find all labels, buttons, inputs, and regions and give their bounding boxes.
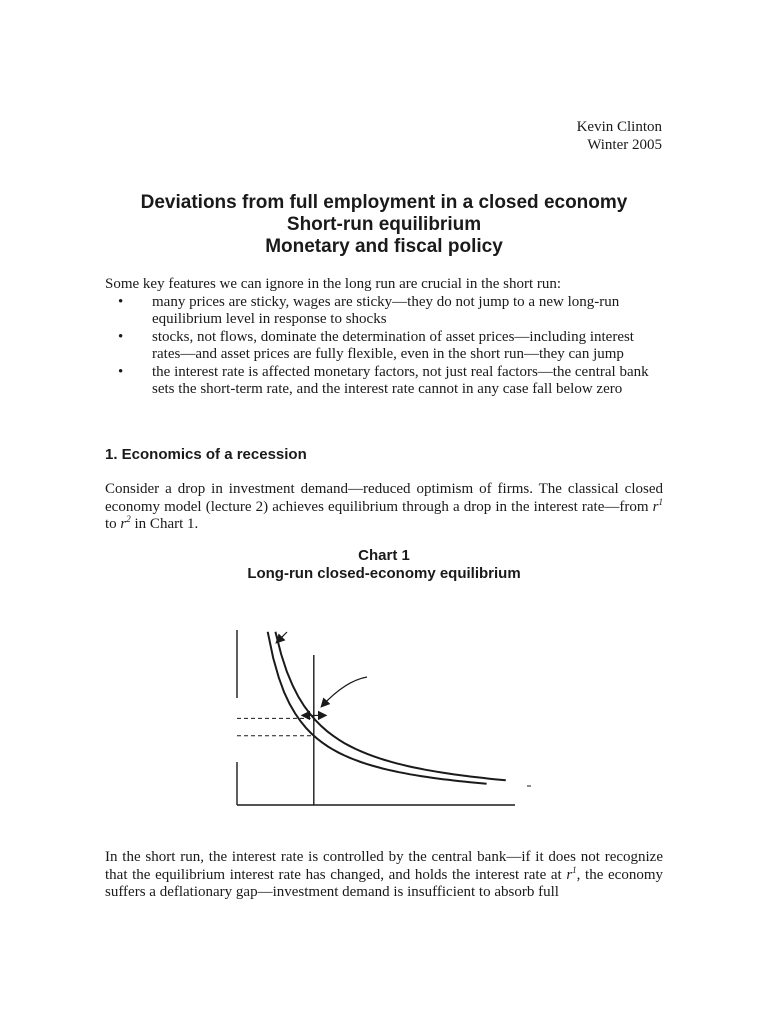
chart-title: Chart 1 [358,547,410,564]
list-item: • stocks, not flows, dominate the determination of asset prices—including interest rates—and asset prices are fully flexible, even in the short run—they can jump [118,328,634,362]
paragraph-short-run: In the short run, the interest rate is controlled by the central bank—if it does not recognize that the equilibrium interest rate has changed, and holds the interest rate at $r^1$, the economy suffers a deflationary gap—investment demand is insufficient to absorb full [105,849,663,900]
section-heading: 1. Economics of a recession [105,446,307,463]
intro-lead: Some key features we can ignore in the long run are crucial in the short run: [105,276,562,292]
author-block [577,118,662,154]
title-line-3: Monetary and fiscal policy [265,236,503,257]
term: Winter 2005 [587,137,662,153]
paragraph-recession: Consider a drop in investment demand—reduced optimism of firms. The classical closed economy model (lecture 2) achieves equilibrium through a drop in the interest rate—from $r^1$ to $r^2$ in Chart 1. [105,481,663,532]
chart-subtitle: Long-run closed-economy equilibrium [247,565,521,582]
intro-section [105,276,665,399]
bullet-icon: • [118,293,124,310]
title-line-1: Deviations from full employment in a closed economy [140,192,628,213]
bullet-icon: • [118,363,124,380]
key-features-list [105,294,665,399]
document-title [0,192,768,258]
author-name: Kevin Clinton [576,119,662,135]
shift-arrow [277,632,287,642]
list-item: • the interest rate is affected monetary factors, not just real factors—the central bank sets the short-term rate, and the interest rate cannot in any case fall below zero [118,363,649,397]
callout-arrow [322,677,367,706]
bullet-icon: • [118,328,124,345]
title-line-2: Short-run equilibrium [286,214,482,235]
demand-curve-1 [275,632,505,781]
list-item: • many prices are sticky, wages are sticky—they do not jump to a new long-run equilibrium level in response to shocks [118,293,620,327]
demand-curve-2 [268,632,487,784]
chart-heading [0,547,768,583]
chart-1 [225,620,535,810]
